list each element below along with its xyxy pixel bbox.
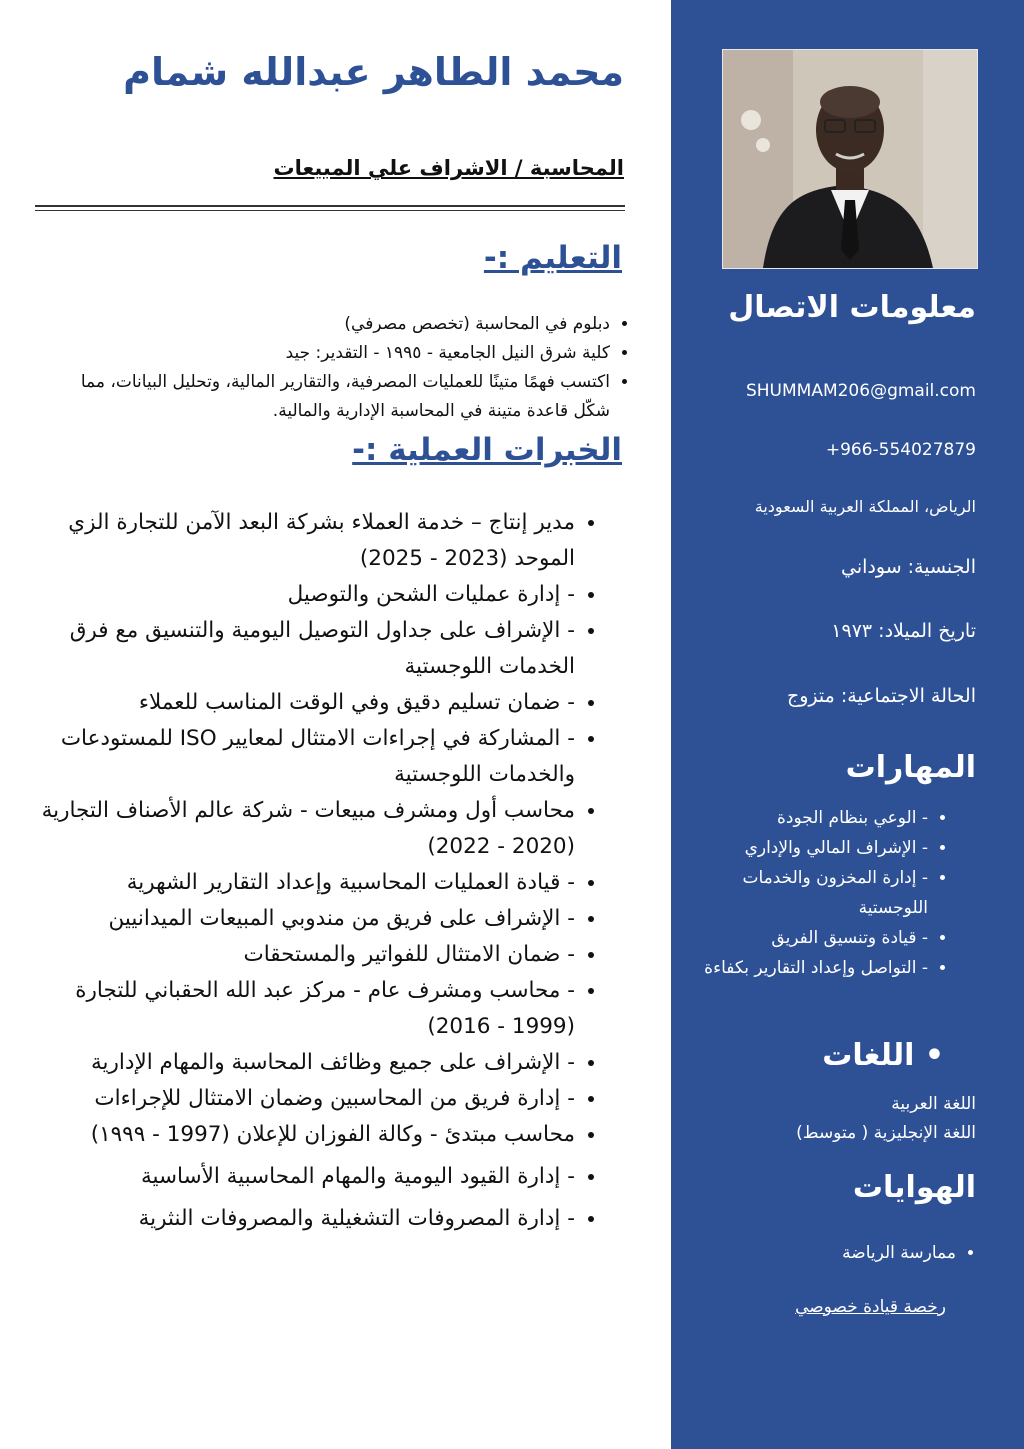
- marital-status: الحالة الاجتماعية: متزوج: [786, 685, 976, 707]
- education-list: [65, 310, 632, 426]
- nationality: الجنسية: سوداني: [841, 556, 976, 578]
- list-item: • - إدارة القيود اليومية والمهام المحاسبية الأساسية: [35, 1159, 575, 1195]
- list-item: • كلية شرق النيل الجامعية - ١٩٩٥ - التقدير: جيد: [65, 339, 610, 368]
- list-item: • - الإشراف على جداول التوصيل اليومية والتنسيق مع فرق الخدمات اللوجستية: [35, 613, 575, 685]
- list-item: • - التواصل وإعداد التقارير بكفاءة: [700, 953, 928, 983]
- list-item: • محاسب أول ومشرف مبيعات - شركة عالم الأصناف التجارية (2020 - 2022): [35, 793, 575, 865]
- list-item: • - الوعي بنظام الجودة: [700, 803, 928, 833]
- list-item: • - الإشراف المالي والإداري: [700, 833, 928, 863]
- phone[interactable]: +966-554027879: [825, 440, 976, 460]
- list-item: • دبلوم في المحاسبة (تخصص مصرفي): [65, 310, 610, 339]
- language-arabic: اللغة العربية: [891, 1094, 976, 1114]
- profile-photo: [722, 49, 978, 269]
- hobbies-heading: الهوايات: [852, 1170, 976, 1205]
- experience-list: [35, 505, 605, 1237]
- education-heading: التعليم :-: [483, 240, 622, 276]
- list-item: • - قيادة وتنسيق الفريق: [700, 923, 928, 953]
- list-item: • - محاسب ومشرف عام - مركز عبد الله الحقباني للتجارة (1999 - 2016): [35, 973, 575, 1045]
- list-item: • محاسب مبتدئ - وكالة الفوزان للإعلان (1997 - ١٩٩٩): [35, 1117, 575, 1153]
- bullet-icon: •: [914, 1038, 944, 1073]
- birth-date: تاريخ الميلاد: ١٩٧٣: [831, 620, 976, 642]
- list-item: • - إدارة عمليات الشحن والتوصيل: [35, 577, 575, 613]
- job-title: المحاسبة / الاشراف علي المبيعات: [273, 156, 624, 180]
- languages-heading-text: اللغات: [822, 1038, 915, 1073]
- divider: [35, 210, 625, 211]
- driving-license: رخصة قيادة خصوصي: [795, 1297, 946, 1317]
- language-english: اللغة الإنجليزية ( متوسط): [796, 1123, 976, 1143]
- list-item: • - إدارة فريق من المحاسبين وضمان الامتثال للإجراءات: [35, 1081, 575, 1117]
- list-item: • - ضمان تسليم دقيق وفي الوقت المناسب للعملاء: [35, 685, 575, 721]
- candidate-name: محمد الطاهر عبدالله شمام: [123, 50, 624, 94]
- hobbies-list: [700, 1243, 978, 1263]
- profile-photo-graphic: [723, 50, 977, 268]
- list-item: • - إدارة المخزون والخدمات اللوجستية: [700, 863, 928, 923]
- skills-heading: المهارات: [845, 750, 976, 785]
- skills-list: [700, 803, 950, 983]
- list-item: • - المشاركة في إجراءات الامتثال لمعايير ISO للمستودعات والخدمات اللوجستية: [35, 721, 575, 793]
- experience-heading: الخبرات العملية :-: [352, 432, 622, 468]
- location: الرياض، المملكة العربية السعودية: [754, 497, 976, 516]
- list-item: • ممارسة الرياضة: [700, 1243, 956, 1263]
- list-item: • مدير إنتاج – خدمة العملاء بشركة البعد الآمن للتجارة الزي الموحد (2023 - 2025): [35, 505, 575, 577]
- email[interactable]: SHUMMAM206@gmail.com: [745, 381, 976, 401]
- list-item: • - الإشراف على فريق من مندوبي المبيعات الميدانيين: [35, 901, 575, 937]
- list-item: • اكتسب فهمًا متينًا للعمليات المصرفية، والتقارير المالية، وتحليل البيانات، مما شكّل قاعدة متينة في المحاسبة الإدارية والمالية.: [65, 368, 610, 426]
- list-item: • - ضمان الامتثال للفواتير والمستحقات: [35, 937, 575, 973]
- list-item: • - إدارة المصروفات التشغيلية والمصروفات النثرية: [35, 1201, 575, 1237]
- list-item: • - قيادة العمليات المحاسبية وإعداد التقارير الشهرية: [35, 865, 575, 901]
- contact-heading: معلومات الاتصال: [728, 290, 976, 325]
- list-item: • - الإشراف على جميع وظائف المحاسبة والمهام الإدارية: [35, 1045, 575, 1081]
- divider: [35, 205, 625, 207]
- languages-heading: [822, 1038, 944, 1073]
